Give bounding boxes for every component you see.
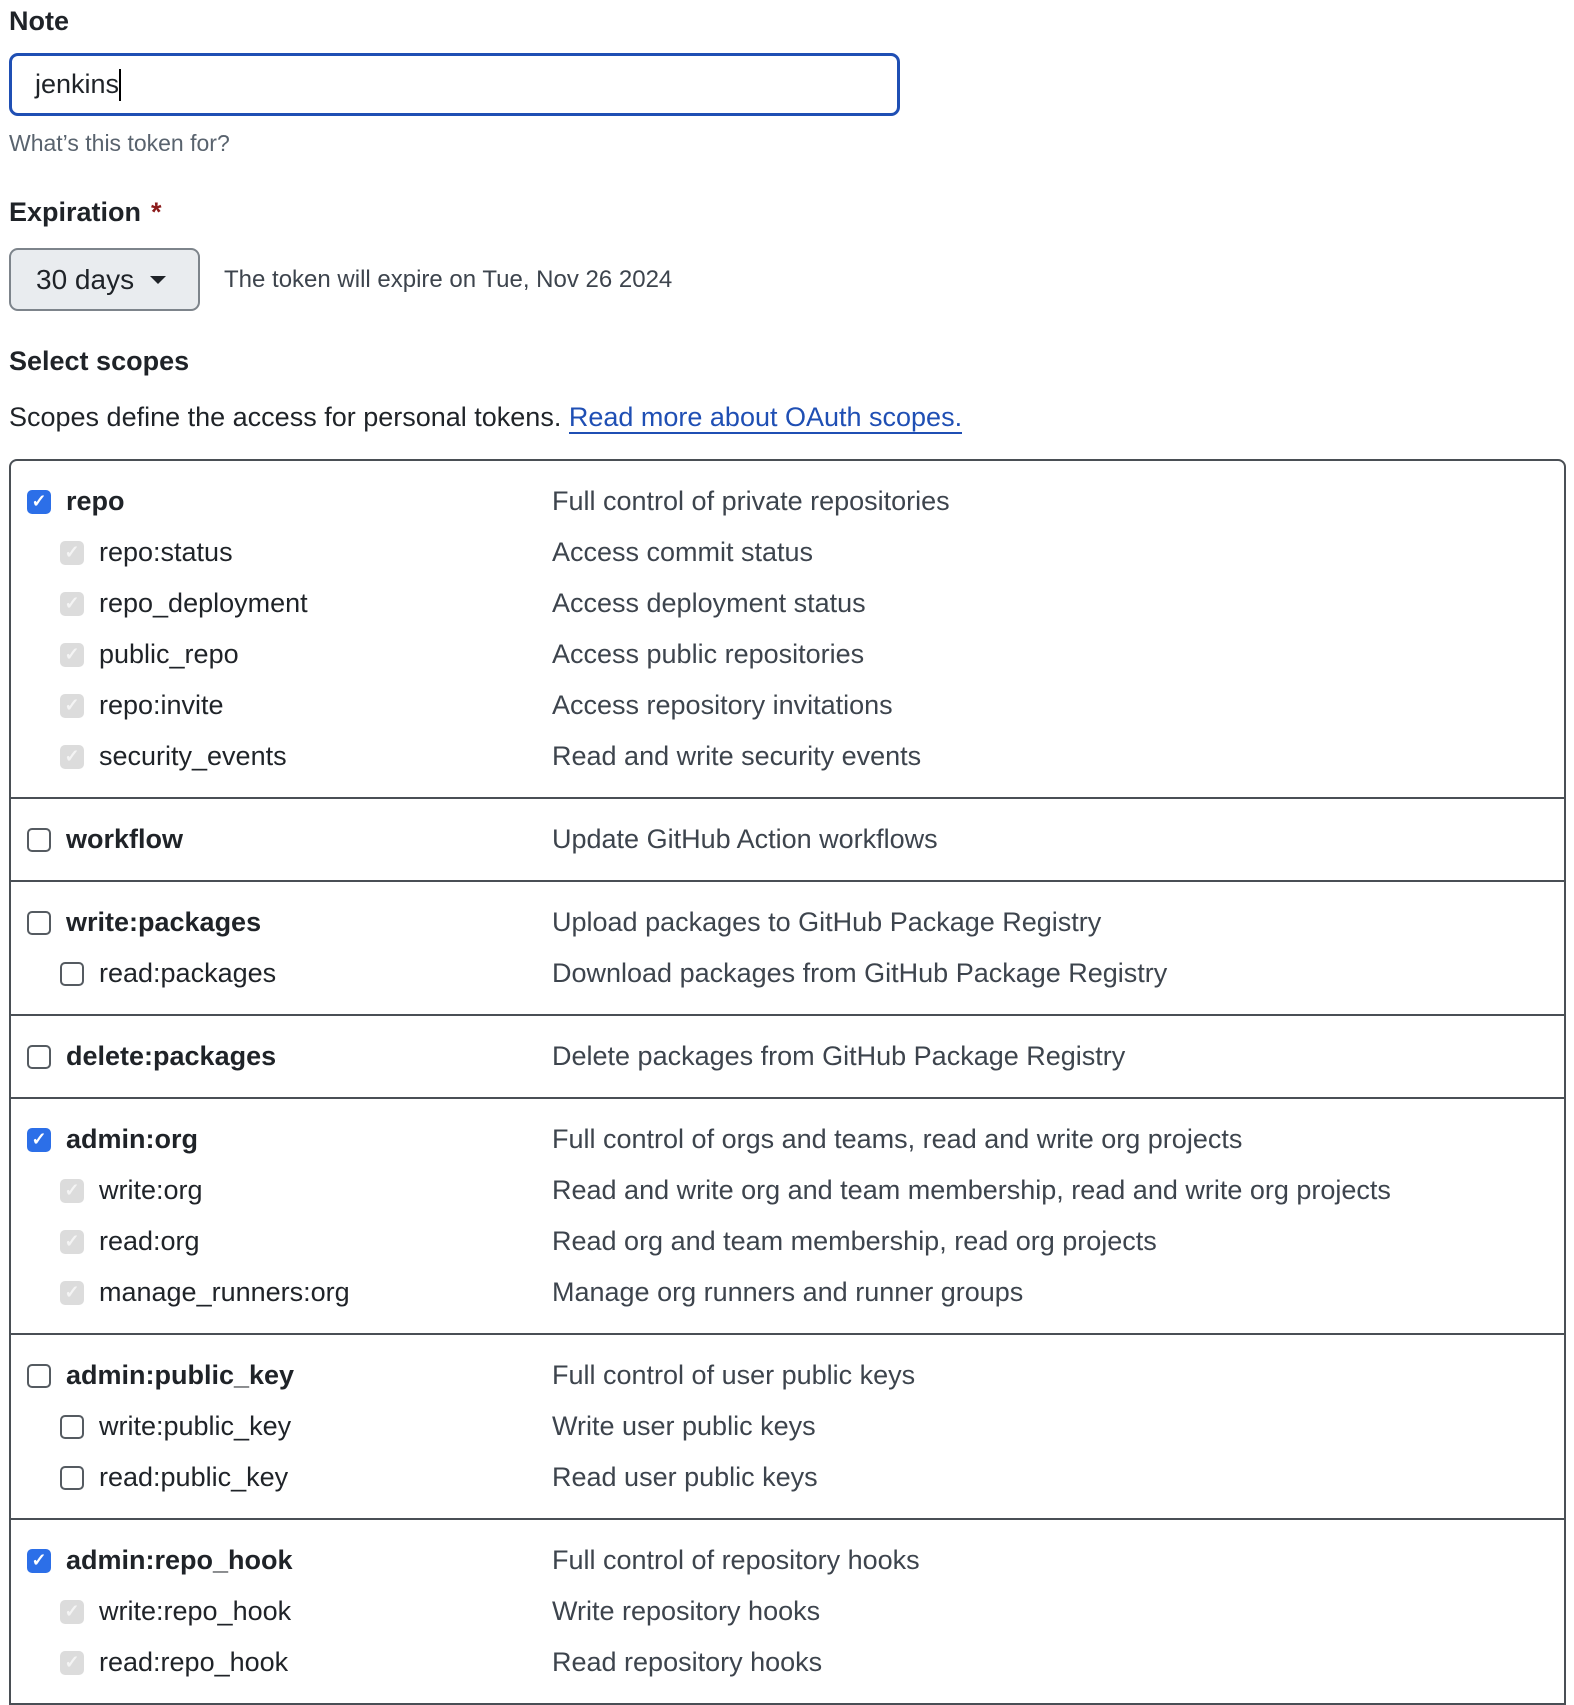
scope-name: read:org bbox=[99, 1226, 200, 1256]
scope-description: Download packages from GitHub Package Registry bbox=[552, 958, 1168, 988]
scope-checkbox: ✓ bbox=[60, 694, 84, 718]
scope-name-cell bbox=[11, 958, 552, 989]
scope-checkbox[interactable] bbox=[27, 1045, 51, 1069]
scope-row bbox=[11, 1586, 1564, 1637]
scopes-table bbox=[9, 459, 1566, 1705]
scope-description: Write user public keys bbox=[552, 1411, 816, 1441]
note-label: Note bbox=[9, 6, 69, 36]
scope-checkbox: ✓ bbox=[60, 1179, 84, 1203]
scope-name-cell bbox=[11, 1360, 552, 1391]
scope-group bbox=[11, 1099, 1564, 1335]
select-scopes-heading: Select scopes bbox=[9, 346, 190, 376]
scope-name-cell bbox=[11, 1545, 552, 1576]
scope-name-cell bbox=[11, 824, 552, 855]
scope-description: Access deployment status bbox=[552, 588, 866, 618]
scope-checkbox: ✓ bbox=[60, 1230, 84, 1254]
scope-checkbox[interactable] bbox=[27, 828, 51, 852]
scope-checkbox: ✓ bbox=[60, 643, 84, 667]
scope-row bbox=[11, 814, 1564, 865]
scope-description: Read org and team membership, read org projects bbox=[552, 1226, 1157, 1256]
scope-name-cell bbox=[11, 1647, 552, 1678]
scope-checkbox: ✓ bbox=[60, 1281, 84, 1305]
scope-row bbox=[11, 1535, 1564, 1586]
scope-description: Full control of orgs and teams, read and write org projects bbox=[552, 1124, 1243, 1154]
scope-description: Read and write org and team membership, read and write org projects bbox=[552, 1175, 1391, 1205]
expiration-select[interactable] bbox=[9, 248, 200, 311]
scope-name: write:repo_hook bbox=[99, 1596, 292, 1626]
scope-checkbox: ✓ bbox=[60, 541, 84, 565]
scope-name: write:public_key bbox=[99, 1411, 292, 1441]
scope-name-cell bbox=[11, 907, 552, 938]
required-mark: * bbox=[151, 197, 162, 227]
scope-row bbox=[11, 1401, 1564, 1452]
scope-description: Access repository invitations bbox=[552, 690, 893, 720]
scope-name: repo_deployment bbox=[99, 588, 308, 618]
scope-row bbox=[11, 1114, 1564, 1165]
scope-checkbox[interactable] bbox=[60, 962, 84, 986]
scope-group bbox=[11, 799, 1564, 882]
scope-checkbox[interactable]: ✓ bbox=[27, 1549, 51, 1573]
scope-description: Delete packages from GitHub Package Registry bbox=[552, 1041, 1126, 1071]
scope-group bbox=[11, 1520, 1564, 1705]
scope-row bbox=[11, 1637, 1564, 1688]
scope-name: delete:packages bbox=[66, 1041, 277, 1071]
scope-checkbox[interactable] bbox=[60, 1415, 84, 1439]
scope-row bbox=[11, 578, 1564, 629]
note-help-text: What’s this token for? bbox=[9, 130, 230, 156]
scope-description: Access public repositories bbox=[552, 639, 865, 669]
scope-row bbox=[11, 1031, 1564, 1082]
scope-row bbox=[11, 731, 1564, 782]
scope-row bbox=[11, 680, 1564, 731]
scope-row bbox=[11, 1216, 1564, 1267]
expiration-note: The token will expire on Tue, Nov 26 2024 bbox=[224, 266, 673, 293]
scope-row bbox=[11, 948, 1564, 999]
scope-description: Manage org runners and runner groups bbox=[552, 1277, 1024, 1307]
scope-description: Update GitHub Action workflows bbox=[552, 824, 938, 854]
scope-name-cell bbox=[11, 1124, 552, 1155]
scope-name-cell bbox=[11, 486, 552, 517]
scope-name-cell bbox=[11, 639, 552, 670]
oauth-scopes-link[interactable]: Read more about OAuth scopes. bbox=[568, 402, 963, 432]
scope-checkbox: ✓ bbox=[60, 745, 84, 769]
scope-name: admin:org bbox=[66, 1124, 198, 1154]
scope-row bbox=[11, 1350, 1564, 1401]
scope-name: repo:invite bbox=[99, 690, 224, 720]
scope-description: Full control of repository hooks bbox=[552, 1545, 920, 1575]
scope-name: admin:repo_hook bbox=[66, 1545, 293, 1575]
scope-checkbox[interactable] bbox=[27, 1364, 51, 1388]
note-value: jenkins bbox=[35, 69, 120, 99]
scope-name: security_events bbox=[99, 741, 287, 771]
scope-name-cell bbox=[11, 1462, 552, 1493]
scope-name: admin:public_key bbox=[66, 1360, 295, 1390]
scope-row bbox=[11, 476, 1564, 527]
expiration-label bbox=[9, 197, 162, 228]
scope-checkbox[interactable] bbox=[27, 911, 51, 935]
scope-group bbox=[11, 882, 1564, 1016]
scope-name: write:packages bbox=[66, 907, 262, 937]
scope-checkbox: ✓ bbox=[60, 1651, 84, 1675]
scope-description: Access commit status bbox=[552, 537, 814, 567]
scope-checkbox[interactable]: ✓ bbox=[27, 490, 51, 514]
scope-description: Write repository hooks bbox=[552, 1596, 821, 1626]
scope-checkbox: ✓ bbox=[60, 592, 84, 616]
scope-row bbox=[11, 1452, 1564, 1503]
scope-name-cell bbox=[11, 1277, 552, 1308]
expiration-label-text: Expiration bbox=[9, 197, 142, 227]
scope-name: public_repo bbox=[99, 639, 239, 669]
scopes-description bbox=[9, 402, 962, 433]
expiration-selected: 30 days bbox=[36, 263, 135, 295]
scope-name-cell bbox=[11, 741, 552, 772]
scope-name-cell bbox=[11, 690, 552, 721]
scope-description: Full control of user public keys bbox=[552, 1360, 916, 1390]
scope-name-cell bbox=[11, 1226, 552, 1257]
scope-name-cell bbox=[11, 1041, 552, 1072]
text-caret bbox=[119, 69, 121, 101]
scope-row bbox=[11, 897, 1564, 948]
scope-name-cell bbox=[11, 1596, 552, 1627]
scope-description: Full control of private repositories bbox=[552, 486, 950, 516]
scope-description: Read user public keys bbox=[552, 1462, 818, 1492]
scope-checkbox: ✓ bbox=[60, 1600, 84, 1624]
scope-checkbox[interactable] bbox=[60, 1466, 84, 1490]
scope-group bbox=[11, 461, 1564, 799]
scope-name-cell bbox=[11, 1411, 552, 1442]
caret-down-icon bbox=[150, 276, 166, 284]
note-input[interactable] bbox=[9, 53, 900, 116]
scope-name: read:repo_hook bbox=[99, 1647, 289, 1677]
scope-row bbox=[11, 1267, 1564, 1318]
scope-name: read:public_key bbox=[99, 1462, 289, 1492]
scope-name: workflow bbox=[66, 824, 184, 854]
scope-row bbox=[11, 1165, 1564, 1216]
scope-name-cell bbox=[11, 537, 552, 568]
scope-group bbox=[11, 1016, 1564, 1099]
scope-name: read:packages bbox=[99, 958, 277, 988]
scope-checkbox[interactable]: ✓ bbox=[27, 1128, 51, 1152]
scope-name-cell bbox=[11, 588, 552, 619]
scope-name: manage_runners:org bbox=[99, 1277, 350, 1307]
scope-name: repo:status bbox=[99, 537, 233, 567]
scope-group bbox=[11, 1335, 1564, 1520]
scope-description: Upload packages to GitHub Package Registry bbox=[552, 907, 1102, 937]
scope-row bbox=[11, 629, 1564, 680]
scopes-description-text: Scopes define the access for personal tokens. bbox=[9, 402, 562, 432]
scope-row bbox=[11, 527, 1564, 578]
scope-name: repo bbox=[66, 486, 125, 516]
scope-description: Read repository hooks bbox=[552, 1647, 823, 1677]
scope-description: Read and write security events bbox=[552, 741, 922, 771]
scope-name: write:org bbox=[99, 1175, 203, 1205]
scope-name-cell bbox=[11, 1175, 552, 1206]
